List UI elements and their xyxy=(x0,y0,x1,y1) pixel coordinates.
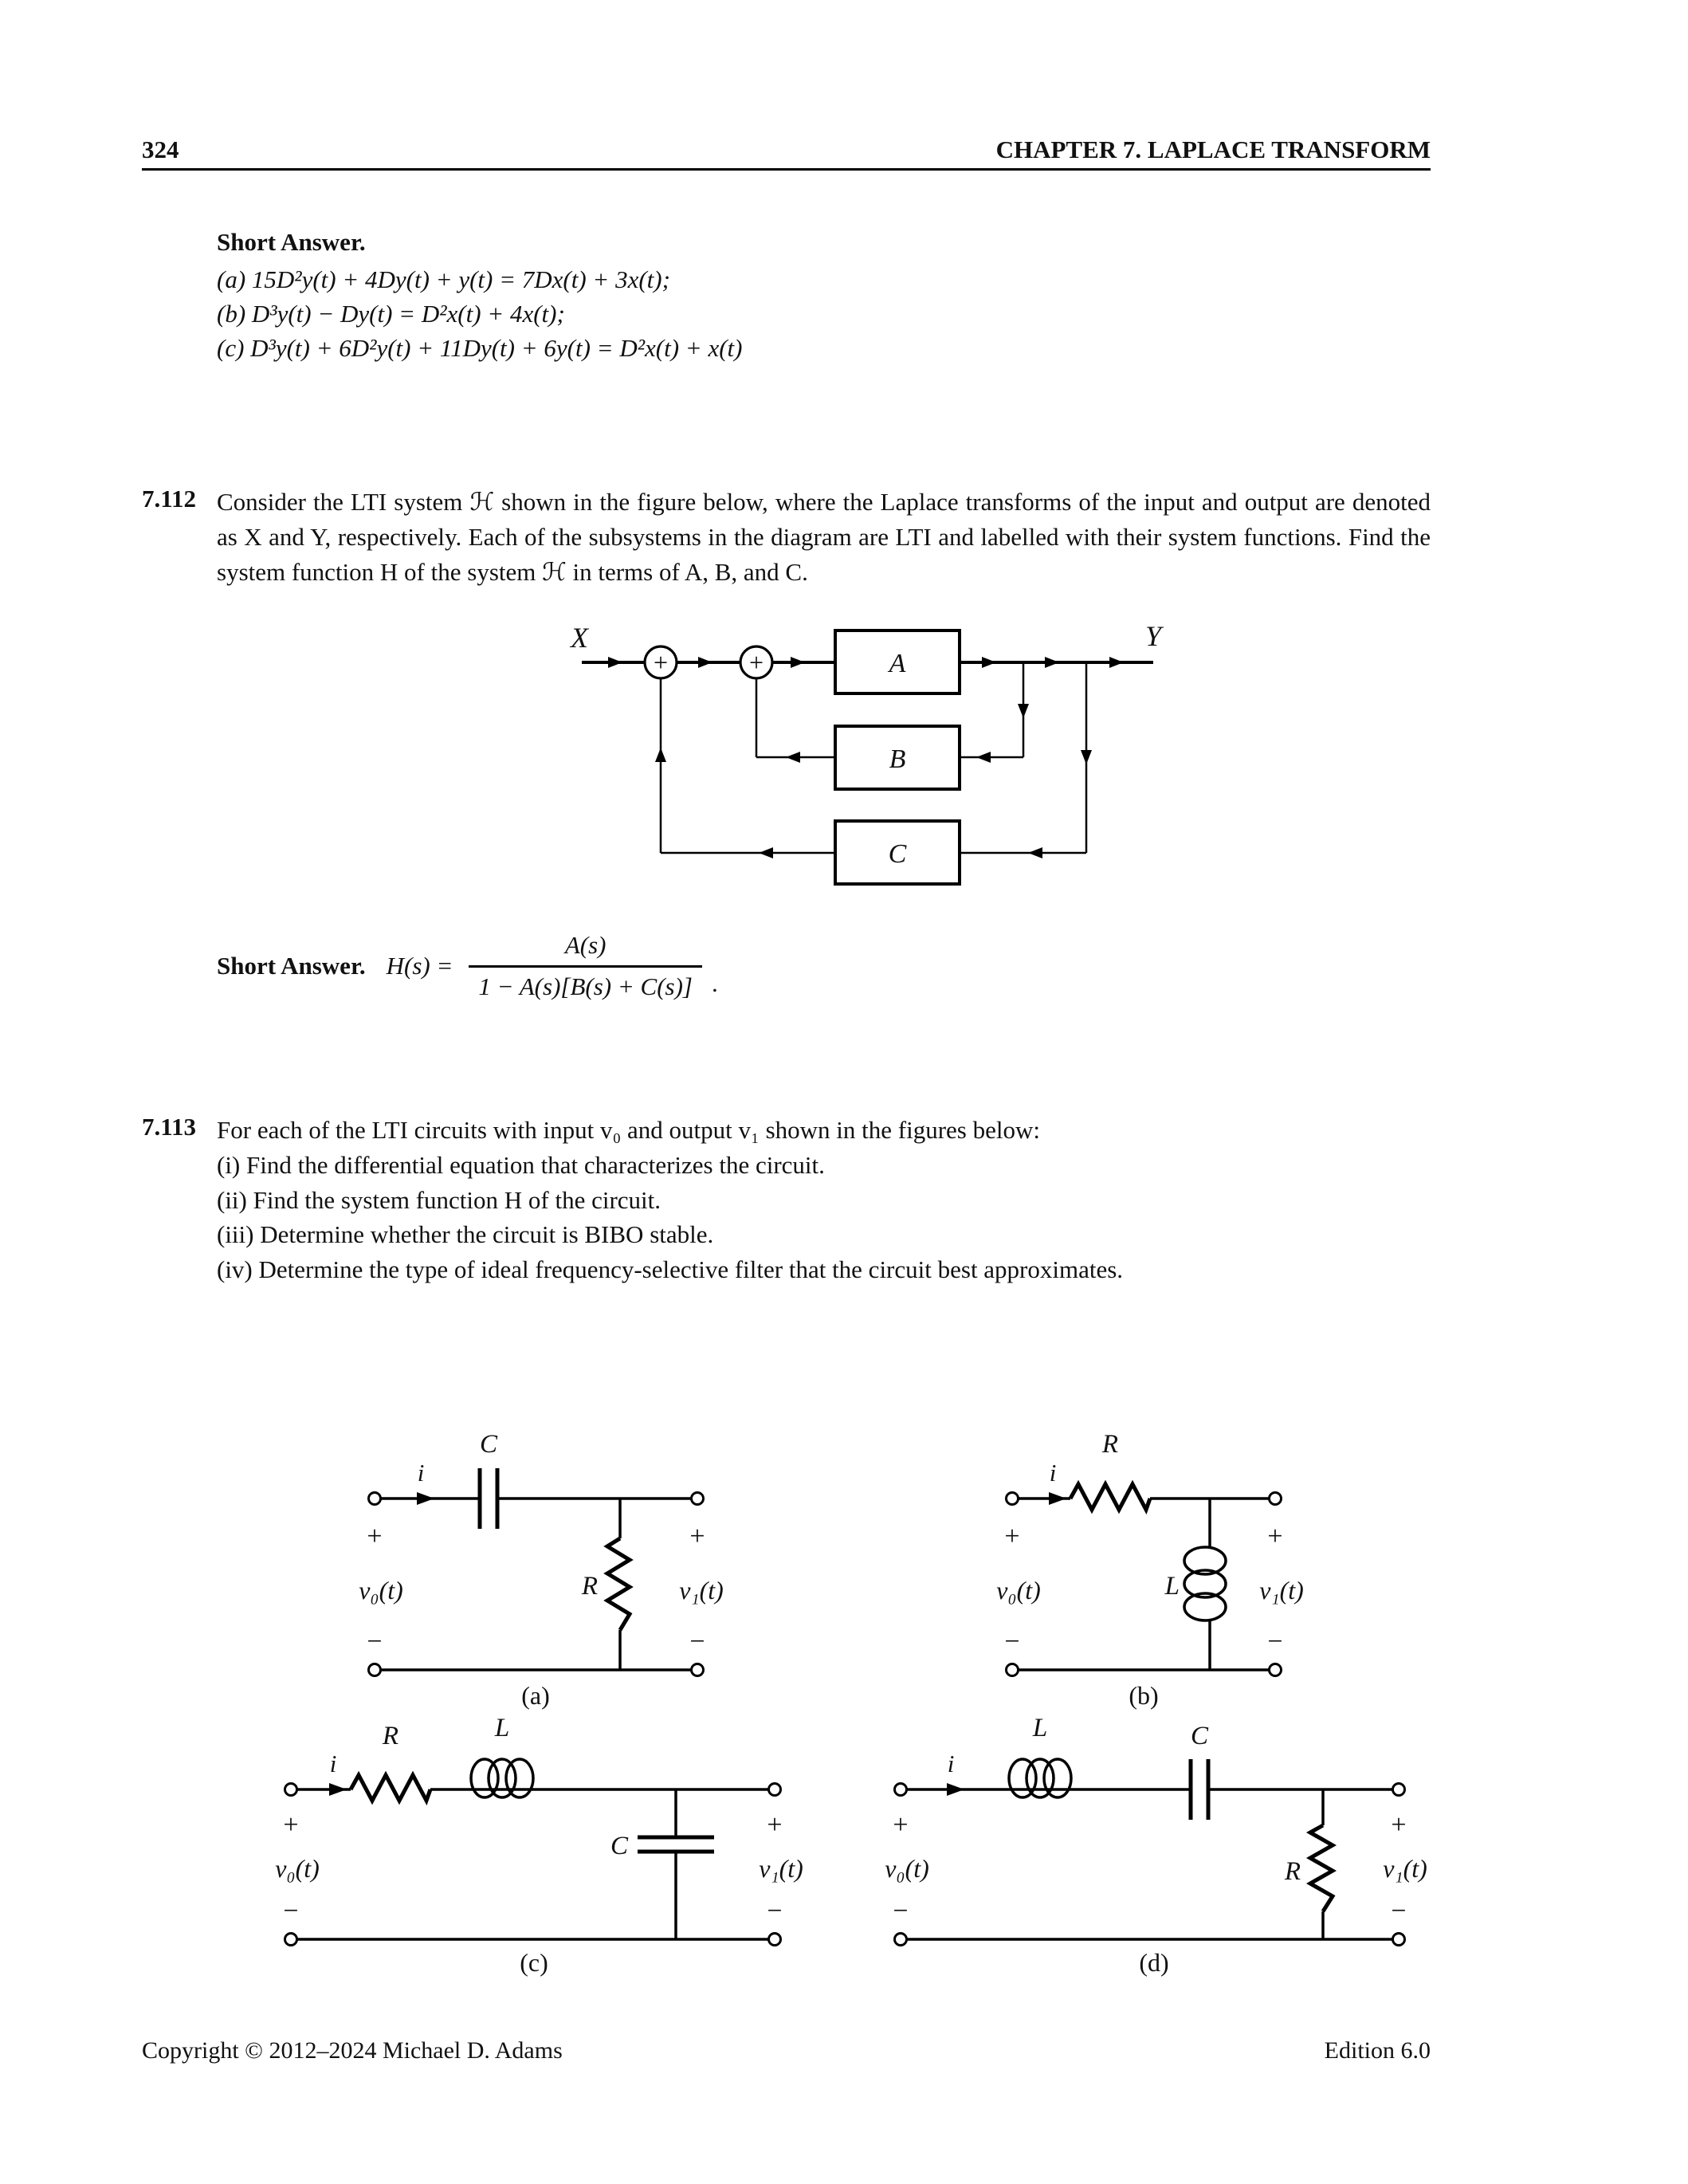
header-rule xyxy=(142,168,1431,171)
svg-text:+: + xyxy=(748,648,764,677)
current-label: i xyxy=(329,1750,337,1777)
minus-sign-left: − xyxy=(283,1896,299,1926)
adder-1-icon xyxy=(645,646,677,678)
circuit-c-figure xyxy=(271,1706,821,1977)
circuit-label: (a) xyxy=(521,1681,550,1710)
terminal-icons xyxy=(1007,1493,1282,1676)
equation-b: (b) D³y(t) − Dy(t) = D²x(t) + 4x(t); xyxy=(217,300,565,328)
current-arrow-icon xyxy=(329,1783,347,1796)
terminal-icons xyxy=(285,1784,781,1946)
short-answer-2 xyxy=(217,931,718,1001)
svg-text:+: + xyxy=(653,648,669,677)
edition-label: Edition 6.0 xyxy=(1324,2037,1431,2064)
inductor-symbol xyxy=(1184,1547,1226,1620)
terminal-icons xyxy=(369,1493,704,1676)
problem-number-7113: 7.113 xyxy=(142,1113,197,1141)
wires xyxy=(375,1499,697,1670)
minus-sign-right: − xyxy=(1391,1896,1407,1926)
block-diagram-figure xyxy=(558,614,1172,901)
fraction-numerator: A(s) xyxy=(564,931,607,959)
block-a xyxy=(835,630,960,693)
minus-sign-left: − xyxy=(367,1627,383,1656)
plus-sign-left: + xyxy=(893,1810,909,1840)
inductor-symbol xyxy=(1009,1759,1071,1797)
input-voltage-label: v₀(t) xyxy=(996,1576,1041,1605)
current-arrow-icon xyxy=(947,1783,964,1796)
fraction-period: . xyxy=(711,969,718,997)
resistor-symbol xyxy=(351,1775,430,1801)
wires xyxy=(1012,1499,1275,1670)
problem-intro-7113: For each of the LTI circuits with input v₀ and output v₁ shown in the figures below: xyxy=(217,1116,1040,1144)
capacitor-symbol xyxy=(1191,1759,1208,1820)
short-answer-heading: Short Answer. xyxy=(217,228,366,256)
input-voltage-label: v₀(t) xyxy=(885,1854,929,1883)
output-voltage-label: v₁(t) xyxy=(679,1576,724,1605)
minus-sign-left: − xyxy=(1004,1627,1020,1656)
plus-sign-right: + xyxy=(689,1522,705,1551)
output-voltage-label: v₁(t) xyxy=(759,1854,803,1883)
minus-sign-right: − xyxy=(767,1896,783,1926)
block-c xyxy=(835,821,960,884)
hs-lhs: H(s) = xyxy=(386,952,453,980)
circuit-label: (b) xyxy=(1129,1681,1159,1710)
shunt-label: C xyxy=(610,1832,628,1860)
svg-text:C: C xyxy=(888,839,907,869)
shunt-label: R xyxy=(1284,1857,1301,1886)
fraction-denominator: 1 − A(s)[B(s) + C(s)] xyxy=(469,965,702,1001)
circuit-label: (c) xyxy=(520,1948,548,1977)
output-voltage-label: v₁(t) xyxy=(1259,1576,1304,1605)
current-label: i xyxy=(417,1459,425,1487)
copyright-notice: Copyright © 2012–2024 Michael D. Adams xyxy=(142,2037,563,2064)
equation-a: (a) 15D²y(t) + 4Dy(t) + y(t) = 7Dx(t) + 3x(t); xyxy=(217,265,670,293)
series2-label: L xyxy=(494,1714,510,1742)
equation-c: (c) D³y(t) + 6D²y(t) + 11Dy(t) + 6y(t) = D²x(t) + x(t) xyxy=(217,334,743,362)
minus-sign-left: − xyxy=(893,1896,909,1926)
circuit-b-figure xyxy=(980,1411,1363,1714)
problem-number-7112: 7.112 xyxy=(142,485,197,513)
item-iv: (iv) Determine the type of ideal frequency-selective filter that the circuit best approximates. xyxy=(217,1255,1124,1283)
chapter-title: CHAPTER 7. LAPLACE TRANSFORM xyxy=(995,136,1431,163)
plus-sign-left: + xyxy=(367,1522,383,1551)
svg-text:B: B xyxy=(889,744,906,774)
series1-label: R xyxy=(382,1722,399,1750)
circuit-d-figure xyxy=(861,1706,1435,1977)
current-arrow-icon xyxy=(1049,1492,1066,1505)
resistor-symbol xyxy=(1310,1825,1333,1911)
series1-label: C xyxy=(479,1430,498,1459)
inductor-symbol xyxy=(471,1759,533,1797)
resistor-symbol xyxy=(607,1538,630,1630)
short-answer-heading-2: Short Answer. xyxy=(217,952,366,980)
resistor-symbol xyxy=(1070,1484,1150,1510)
problem-text-7112: Consider the LTI system ℋ shown in the figure below, where the Laplace transforms of the input and output are denoted as X and Y, respectively. Each of the subsystems in the diagram are LTI and labelled with their system functions. Find the system function H of the system ℋ in terms of A, B, and C. xyxy=(217,488,1431,586)
item-i: (i) Find the differential equation that characterizes the circuit. xyxy=(217,1151,825,1179)
minus-sign-right: − xyxy=(689,1627,705,1656)
problem-items-7113 xyxy=(217,1148,1123,1286)
plus-sign-left: + xyxy=(283,1810,299,1840)
shunt-label: R xyxy=(581,1572,598,1601)
item-ii: (ii) Find the system function H of the circuit. xyxy=(217,1185,661,1214)
adder-2-icon xyxy=(740,646,772,678)
input-voltage-label: v₀(t) xyxy=(359,1576,403,1605)
minus-sign-right: − xyxy=(1267,1627,1283,1656)
current-arrow-icon xyxy=(417,1492,434,1505)
block-b xyxy=(835,726,960,789)
short-answer-equations xyxy=(217,262,743,365)
capacitor-symbol xyxy=(480,1468,497,1529)
output-voltage-label: v₁(t) xyxy=(1383,1854,1427,1883)
series1-label: L xyxy=(1032,1714,1048,1742)
page-number: 324 xyxy=(142,136,179,163)
svg-text:A: A xyxy=(889,649,906,678)
diagram-input-label: X xyxy=(571,622,588,654)
plus-sign-right: + xyxy=(767,1810,783,1840)
plus-sign-right: + xyxy=(1267,1522,1283,1551)
capacitor-symbol xyxy=(638,1837,714,1852)
series1-label: R xyxy=(1101,1430,1119,1459)
current-label: i xyxy=(1049,1459,1057,1487)
plus-sign-right: + xyxy=(1391,1810,1407,1840)
current-label: i xyxy=(947,1750,955,1777)
diagram-output-label: Y xyxy=(1144,620,1162,652)
circuit-a-figure xyxy=(327,1411,741,1714)
series2-label: C xyxy=(1190,1722,1209,1750)
terminal-icons xyxy=(895,1784,1405,1946)
wires xyxy=(291,1789,775,1939)
circuit-label: (d) xyxy=(1139,1948,1169,1977)
plus-sign-left: + xyxy=(1004,1522,1020,1551)
shunt-label: L xyxy=(1164,1572,1180,1601)
input-voltage-label: v₀(t) xyxy=(275,1854,320,1883)
hs-fraction xyxy=(469,931,702,1001)
item-iii: (iii) Determine whether the circuit is BIBO stable. xyxy=(217,1220,714,1248)
